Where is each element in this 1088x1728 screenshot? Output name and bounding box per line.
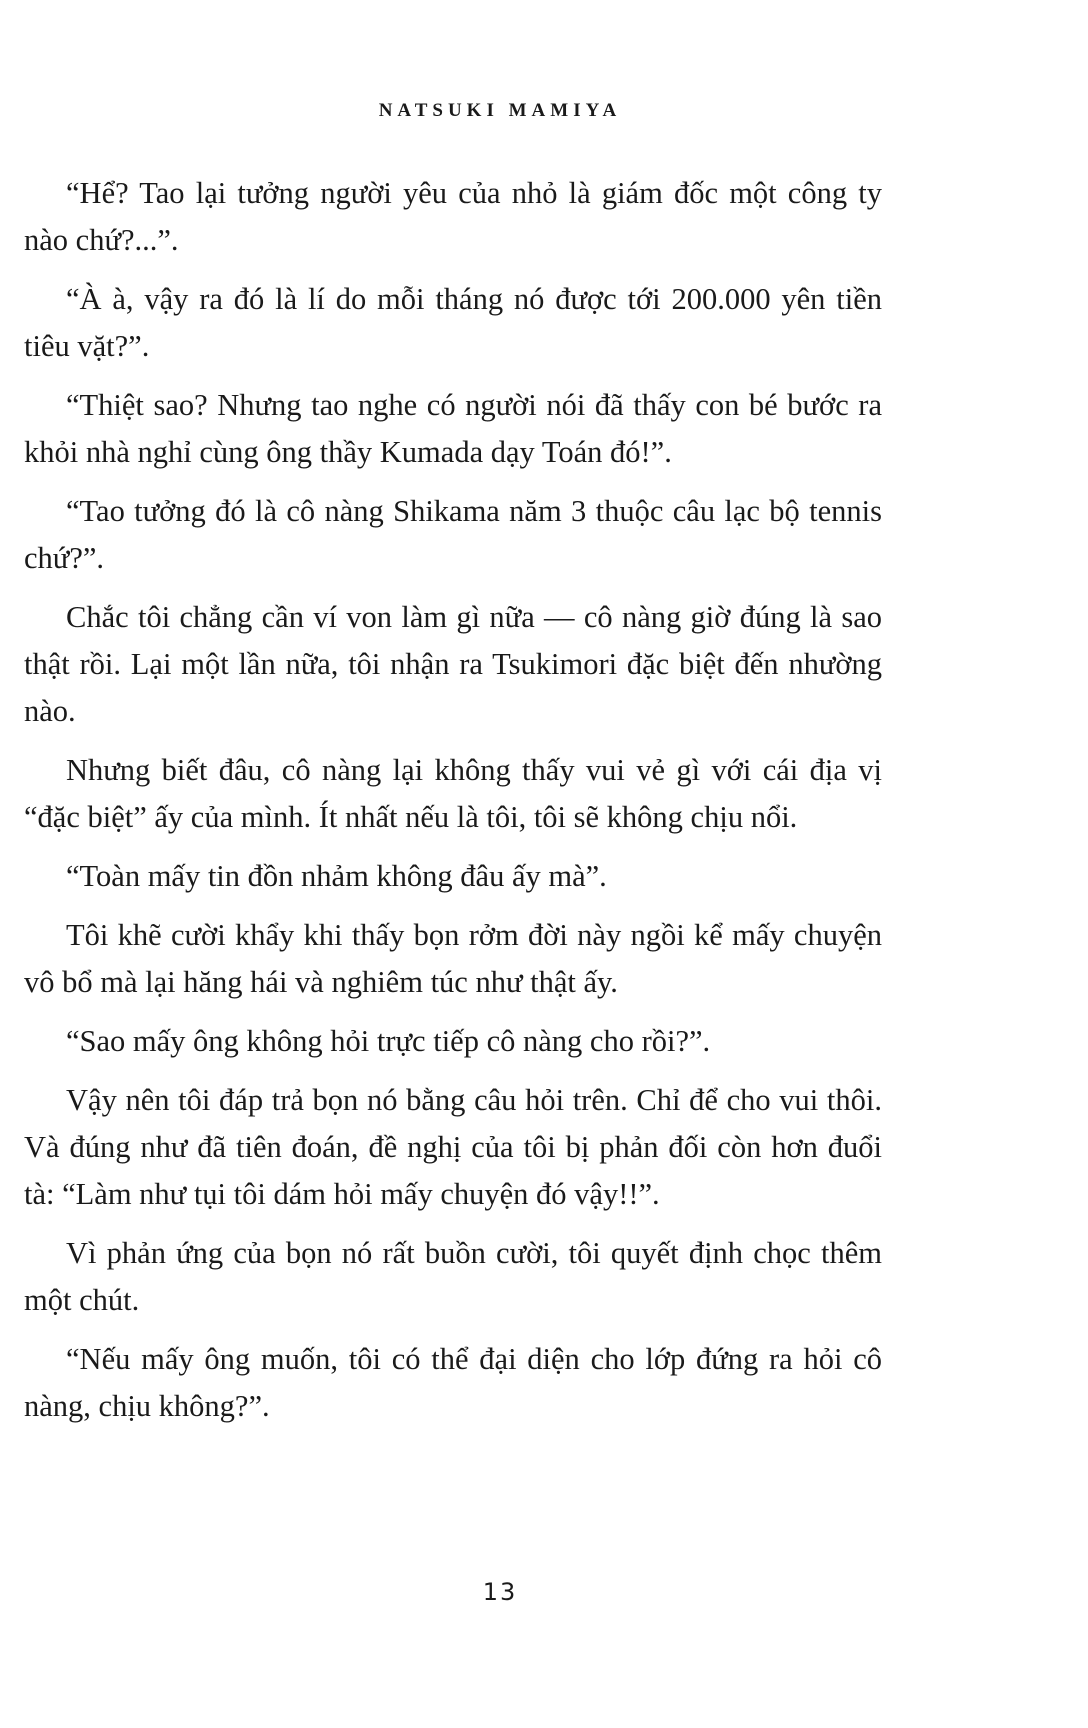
paragraph: Nhưng biết đâu, cô nàng lại không thấy vui vẻ gì với cái địa vị “đặc biệt” ấy của mình. Ít nhất nếu là tôi, tôi sẽ không chịu nổi. xyxy=(24,753,882,834)
paragraph: Vì phản ứng của bọn nó rất buồn cười, tôi quyết định chọc thêm một chút. xyxy=(24,1236,882,1317)
page-number: 13 xyxy=(482,1578,518,1606)
paragraph: Vậy nên tôi đáp trả bọn nó bằng câu hỏi trên. Chỉ để cho vui thôi. Và đúng như đã tiên đoán, đề nghị của tôi bị phản đối còn hơn đuổi tà: “Làm như tụi tôi dám hỏi mấy chuyện đó vậy!!”. xyxy=(24,1083,882,1211)
body-text xyxy=(24,170,882,1442)
paragraph: Tôi khẽ cười khẩy khi thấy bọn rởm đời này ngồi kể mấy chuyện vô bổ mà lại hăng hái và nghiêm túc như thật ấy. xyxy=(24,918,882,999)
paragraph: “Nếu mấy ông muốn, tôi có thể đại diện cho lớp đứng ra hỏi cô nàng, chịu không?”. xyxy=(24,1342,882,1423)
paragraph: “Thiệt sao? Nhưng tao nghe có người nói đã thấy con bé bước ra khỏi nhà nghỉ cùng ông thầy Kumada dạy Toán đó!”. xyxy=(24,388,882,469)
paragraph: “Toàn mấy tin đồn nhảm không đâu ấy mà”. xyxy=(66,859,607,893)
paragraph: “Sao mấy ông không hỏi trực tiếp cô nàng cho rồi?”. xyxy=(66,1024,711,1058)
running-head-author: NATSUKI MAMIYA xyxy=(378,100,622,121)
paragraph: “Hể? Tao lại tưởng người yêu của nhỏ là giám đốc một công ty nào chứ?...”. xyxy=(24,176,882,257)
paragraph: Chắc tôi chẳng cần ví von làm gì nữa — cô nàng giờ đúng là sao thật rồi. Lại một lần nữa, tôi nhận ra Tsukimori đặc biệt đến nhường nào. xyxy=(24,600,882,728)
paragraph: “À à, vậy ra đó là lí do mỗi tháng nó được tới 200.000 yên tiền tiêu vặt?”. xyxy=(24,282,882,363)
paragraph: “Tao tưởng đó là cô nàng Shikama năm 3 thuộc câu lạc bộ tennis chứ?”. xyxy=(24,494,882,575)
